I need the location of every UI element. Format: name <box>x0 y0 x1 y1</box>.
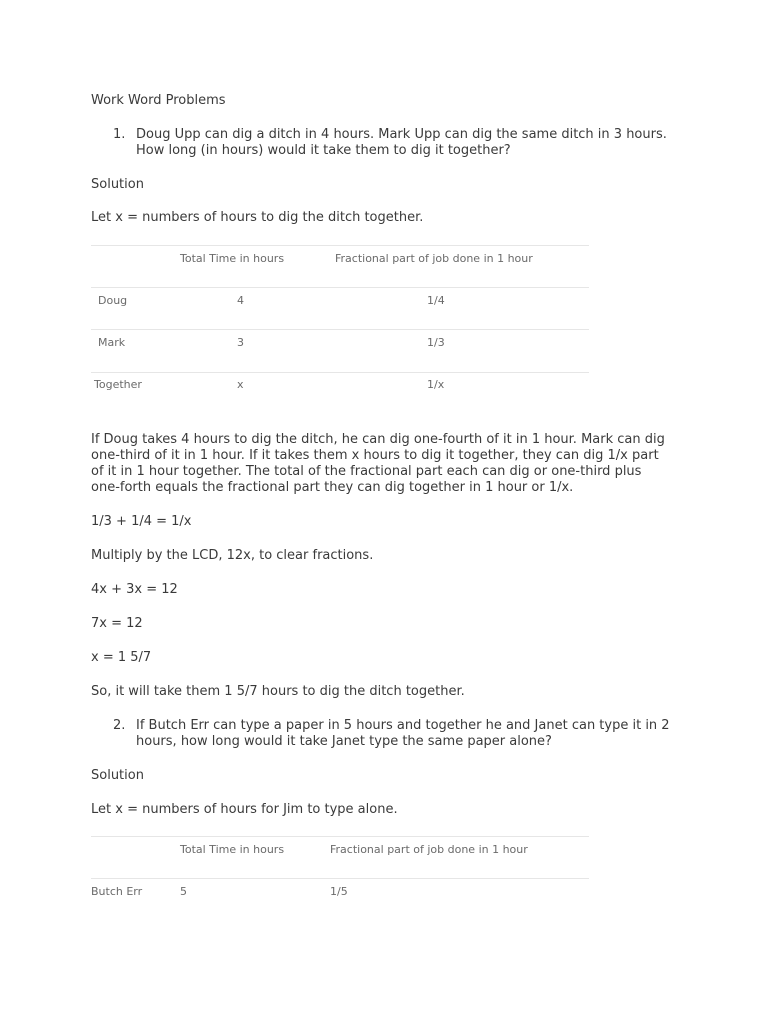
table-row <box>91 287 589 330</box>
explanation-line-1: If Doug takes 4 hours to dig the ditch, he can dig one-fourth of it in 1 hour. Mark can dig <box>91 432 665 447</box>
problem-1-solution-label: Solution <box>91 177 144 192</box>
explanation-line-2: one-third of it in 1 hour. If it takes them x hours to dig it together, they can dig 1/x part <box>91 448 659 463</box>
table-cell-time: 5 <box>180 885 187 898</box>
table-row <box>91 372 589 405</box>
problem-2-solution-label: Solution <box>91 768 144 783</box>
problem-1-text-line-2: How long (in hours) would it take them to dig it together? <box>136 143 511 158</box>
table-cell-name: Mark <box>98 336 126 349</box>
table-row <box>91 329 589 372</box>
explanation-line-3: of it in 1 hour together. The total of the fractional part each can dig or one-third plus <box>91 464 642 479</box>
equation-step: x = 1 5/7 <box>91 650 152 665</box>
table-cell-time: 3 <box>237 336 244 349</box>
table-cell-time: x <box>237 378 244 391</box>
table-cell-fraction: 1/x <box>427 378 445 391</box>
document-title: Work Word Problems <box>91 93 226 108</box>
problem-2-text-line-2: hours, how long would it take Janet type the same paper alone? <box>136 734 552 749</box>
equation-step: 1/3 + 1/4 = 1/x <box>91 514 192 529</box>
table-cell-time: 4 <box>237 294 244 307</box>
table-row <box>91 878 589 907</box>
problem-2-let-statement: Let x = numbers of hours for Jim to type alone. <box>91 802 398 817</box>
table-cell-fraction: 1/3 <box>427 336 445 349</box>
problem-1-let-statement: Let x = numbers of hours to dig the ditch together. <box>91 210 424 225</box>
table-cell-name: Together <box>94 378 142 391</box>
explanation-line-4: one-forth equals the fractional part they can dig together in 1 hour or 1/x. <box>91 480 574 495</box>
problem-2-text-line-1: If Butch Err can type a paper in 5 hours and together he and Janet can type it in 2 <box>136 718 670 733</box>
problem-2-table <box>91 836 589 906</box>
problem-1-table <box>91 245 589 405</box>
table-header-row <box>91 836 589 879</box>
table-header-total-time: Total Time in hours <box>180 252 285 265</box>
problem-1-text-line-1: Doug Upp can dig a ditch in 4 hours. Mark Upp can dig the same ditch in 3 hours. <box>136 127 667 142</box>
table-header-total-time: Total Time in hours <box>180 843 285 856</box>
problem-2-number: 2. <box>113 718 126 733</box>
equation-step: 7x = 12 <box>91 616 143 631</box>
table-header-fractional-part: Fractional part of job done in 1 hour <box>335 252 533 265</box>
table-header-row <box>91 245 589 288</box>
table-cell-fraction: 1/4 <box>427 294 445 307</box>
problem-1-number: 1. <box>113 127 126 142</box>
conclusion-statement: So, it will take them 1 5/7 hours to dig the ditch together. <box>91 684 465 699</box>
table-header-fractional-part: Fractional part of job done in 1 hour <box>330 843 528 856</box>
table-cell-name: Doug <box>98 294 128 307</box>
equation-step: Multiply by the LCD, 12x, to clear fractions. <box>91 548 374 563</box>
equation-step: 4x + 3x = 12 <box>91 582 178 597</box>
table-cell-name: Butch Err <box>91 885 143 898</box>
table-cell-fraction: 1/5 <box>330 885 348 898</box>
